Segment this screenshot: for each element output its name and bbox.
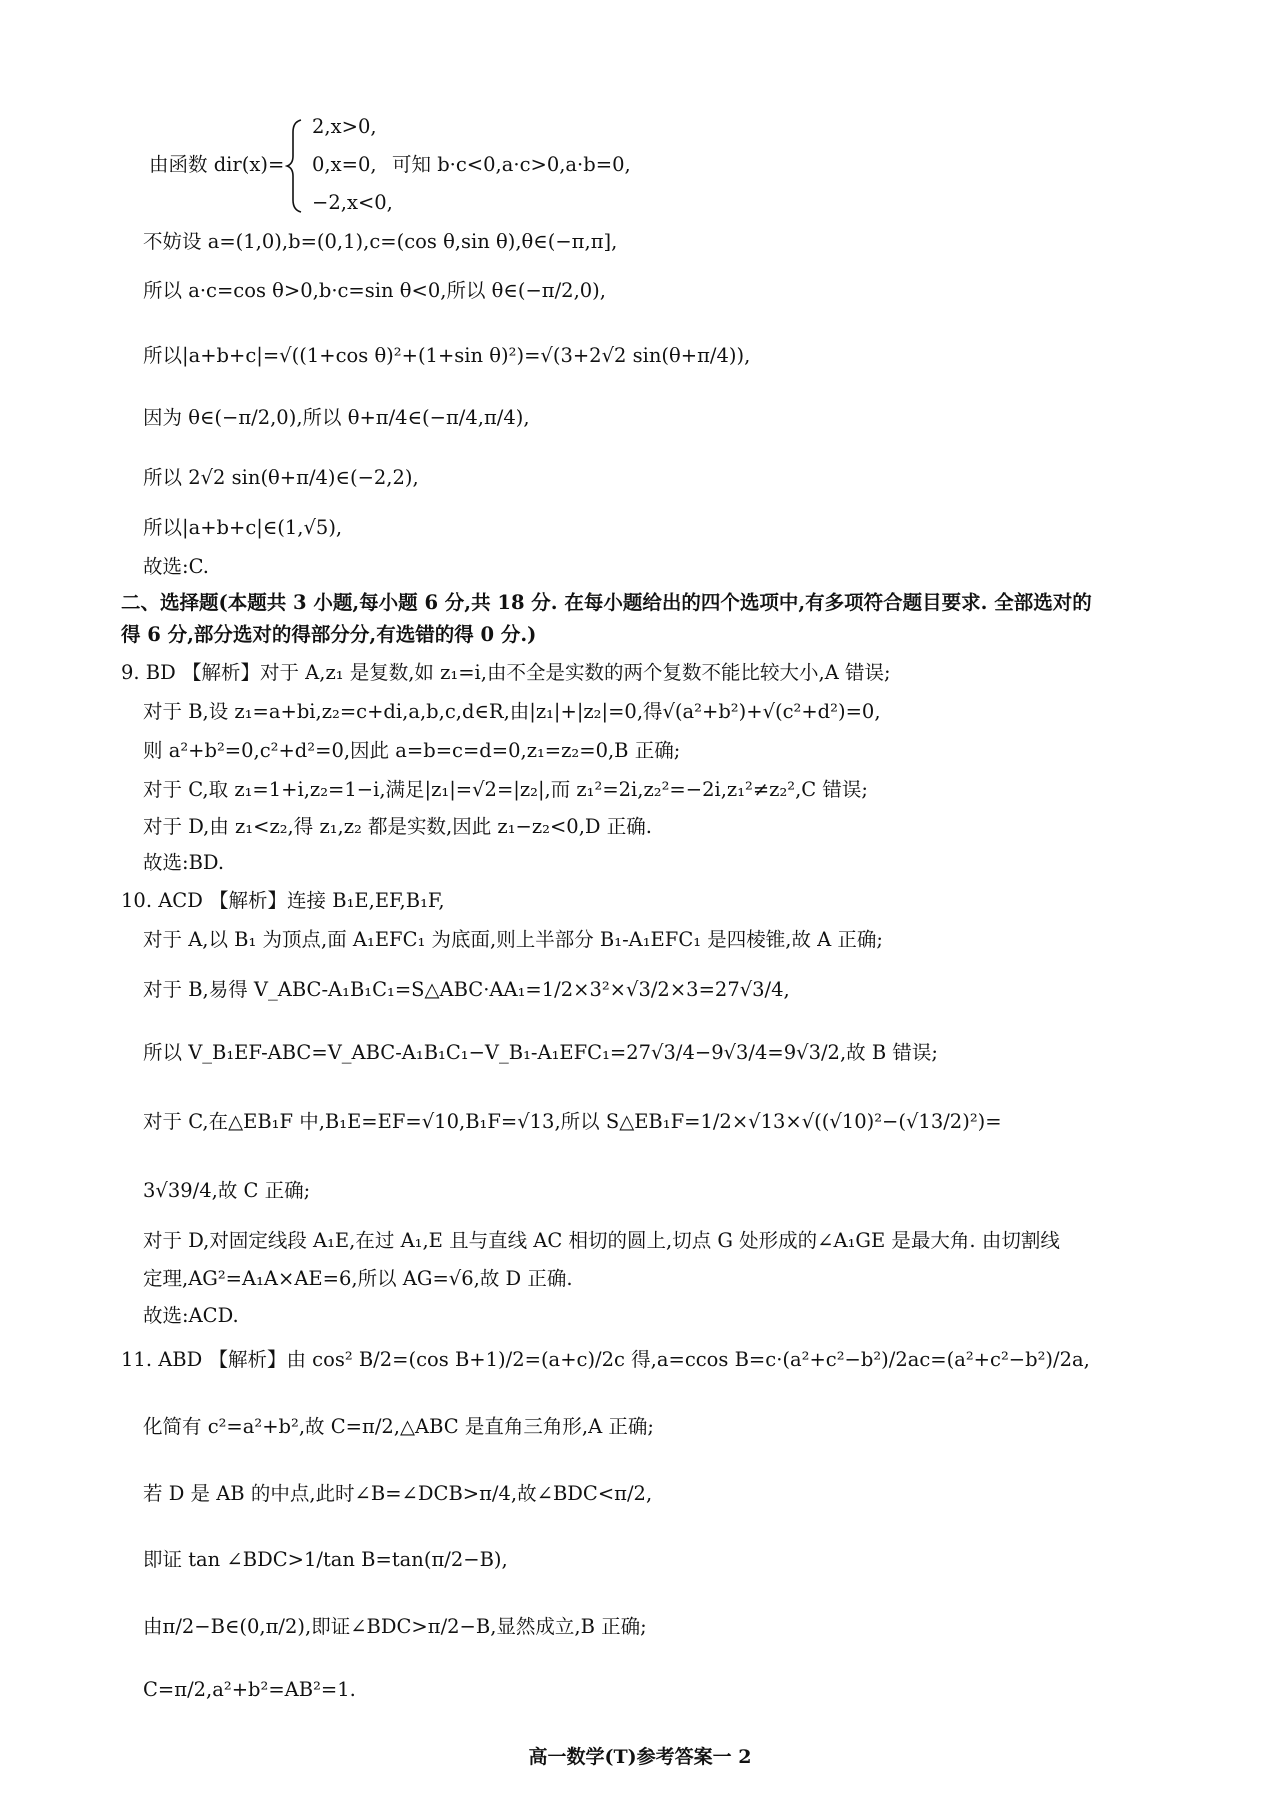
section-heading-cont: 得 6 分,部分选对的得部分分,有选错的得 0 分.) — [121, 623, 537, 646]
section-heading: 二、选择题(本题共 3 小题,每小题 6 分,共 18 分. 在每小题给出的四个选项中,有多项符合题目要求. 全部选对的 — [121, 591, 1092, 614]
q10-line: 3√39/4,故 C 正确; — [143, 1179, 311, 1202]
q9-line: 对于 B,设 z₁=a+bi,z₂=c+di,a,b,c,d∈R,由|z₁|+|z₂|=0,得√(a²+b²)+√(c²+d²)=0, — [143, 700, 881, 723]
q11-line: 即证 tan ∠BDC>1/tan B=tan(π/2−B), — [143, 1548, 508, 1571]
q11-line: 化简有 c²=a²+b²,故 C=π/2,△ABC 是直角三角形,A 正确; — [143, 1415, 654, 1438]
q10-line: 10. ACD 【解析】连接 B₁E,EF,B₁F, — [121, 889, 445, 912]
dir-tail: 可知 b·c<0,a·c>0,a·b=0, — [392, 153, 631, 176]
page-footer: 高一数学(T)参考答案一 2 — [528, 1746, 752, 1768]
q11-line: 由π/2−B∈(0,π/2),即证∠BDC>π/2−B,显然成立,B 正确; — [143, 1615, 647, 1638]
dir-case-1: 2,x>0, — [312, 115, 377, 138]
q10-line: 故选:ACD. — [143, 1304, 239, 1327]
q10-line: 所以 V_B₁EF-ABC=V_ABC-A₁B₁C₁−V_B₁-A₁EFC₁=27√3/4−9√3/4=9√3/2,故 B 错误; — [143, 1041, 938, 1064]
text-line: 故选:C. — [143, 555, 209, 578]
q10-line: 对于 B,易得 V_ABC-A₁B₁C₁=S△ABC·AA₁=1/2×3²×√3/2×3=27√3/4, — [143, 978, 790, 1001]
text-line: 因为 θ∈(−π/2,0),所以 θ+π/4∈(−π/4,π/4), — [143, 406, 530, 429]
text-line: 所以 a·c=cos θ>0,b·c=sin θ<0,所以 θ∈(−π/2,0), — [143, 279, 606, 302]
q10-line: 定理,AG²=A₁A×AE=6,所以 AG=√6,故 D 正确. — [143, 1267, 573, 1290]
text-line: 不妨设 a=(1,0),b=(0,1),c=(cos θ,sin θ),θ∈(−π,π], — [143, 230, 618, 253]
text-line: 所以|a+b+c|∈(1,√5), — [143, 516, 343, 539]
dir-case-2: 0,x=0, — [312, 153, 377, 176]
q9-line: 故选:BD. — [143, 851, 225, 874]
dir-intro: 由函数 dir(x)= — [149, 153, 285, 176]
q11-line: 11. ABD 【解析】由 cos² B/2=(cos B+1)/2=(a+c)/2c 得,a=ccos B=c·(a²+c²−b²)/2ac=(a²+c²−b²)/2a, — [121, 1348, 1090, 1371]
q11-line: 若 D 是 AB 的中点,此时∠B=∠DCB>π/4,故∠BDC<π/2, — [143, 1482, 653, 1505]
q11-line: C=π/2,a²+b²=AB²=1. — [143, 1678, 356, 1701]
q9-line: 对于 C,取 z₁=1+i,z₂=1−i,满足|z₁|=√2=|z₂|,而 z₁²=2i,z₂²=−2i,z₁²≠z₂²,C 错误; — [143, 778, 868, 801]
q9-line: 对于 D,由 z₁<z₂,得 z₁,z₂ 都是实数,因此 z₁−z₂<0,D 正确. — [143, 815, 652, 838]
cases-brace — [285, 118, 305, 214]
q9-line: 则 a²+b²=0,c²+d²=0,因此 a=b=c=d=0,z₁=z₂=0,B 正确; — [143, 739, 681, 762]
q10-line: 对于 D,对固定线段 A₁E,在过 A₁,E 且与直线 AC 相切的圆上,切点 G 处形成的∠A₁GE 是最大角. 由切割线 — [143, 1229, 1060, 1252]
text-line: 所以|a+b+c|=√((1+cos θ)²+(1+sin θ)²)=√(3+2√2 sin(θ+π/4)), — [143, 344, 751, 367]
q10-line: 对于 A,以 B₁ 为顶点,面 A₁EFC₁ 为底面,则上半部分 B₁-A₁EFC₁ 是四棱锥,故 A 正确; — [143, 928, 884, 951]
text-line: 所以 2√2 sin(θ+π/4)∈(−2,2), — [143, 466, 419, 489]
q10-line: 对于 C,在△EB₁F 中,B₁E=EF=√10,B₁F=√13,所以 S△EB₁F=1/2×√13×√((√10)²−(√13/2)²)= — [143, 1110, 1002, 1133]
dir-case-3: −2,x<0, — [312, 191, 393, 214]
q9-line: 9. BD 【解析】对于 A,z₁ 是复数,如 z₁=i,由不全是实数的两个复数不能比较大小,A 错误; — [121, 661, 891, 684]
